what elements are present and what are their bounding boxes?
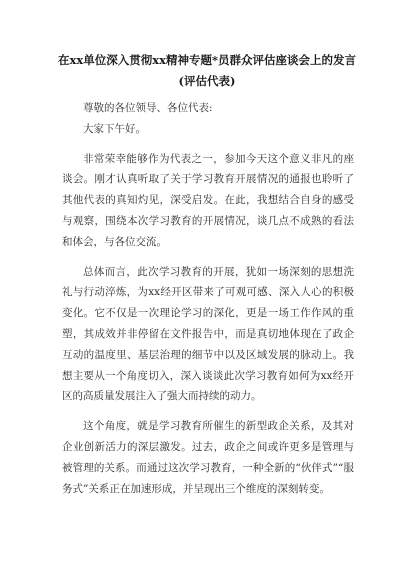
salutation: 尊敬的各位领导、各位代表: <box>83 102 213 114</box>
document-body <box>62 98 354 508</box>
greeting: 大家下午好。 <box>83 122 146 135</box>
document-title: 在xx单位深入贯彻xx精神专题*员群众评估座谈会上的发言(评估代表) <box>58 53 356 88</box>
paragraph-1: 非常荣幸能够作为代表之一，参加今天这个意义非凡的座谈会。刚才认真听取了关于学习教育开展情况的通报也聆听了其他代表的真知灼见，深受启发。在此，我想结合自身的感受与观察，围绕本次学习教育的开展情况，谈几点不成熟的看法和体会，与各位交流。 <box>62 152 354 248</box>
paragraph-3: 这个角度，就是学习教育所催生的新型政企关系，及其对企业创新活力的深层激发。过去，政企之间或许更多是管理与被管理的关系。而通过这次学习教育，一种全新的“伙伴式”“服务式”关系正在加速形成，并呈现出三个维度的深刻转变。 <box>62 420 354 495</box>
paragraph-2: 总体而言，此次学习教育的开展，犹如一场深刻的思想洗礼与行动淬炼，为xx经开区带来了可观可感、深入人心的积极变化。它不仅是一次理论学习的深化，更是一场工作作风的重塑，其成效并非停留在文件报告中，而是真切地体现在了政企互动的温度里、基层治理的细节中以及区域发展的脉动上。我想主要从一个角度切入，深入谈谈此次学习教育如何为xx经开区的高质量发展注入了强大而持续的动力。 <box>62 265 354 403</box>
